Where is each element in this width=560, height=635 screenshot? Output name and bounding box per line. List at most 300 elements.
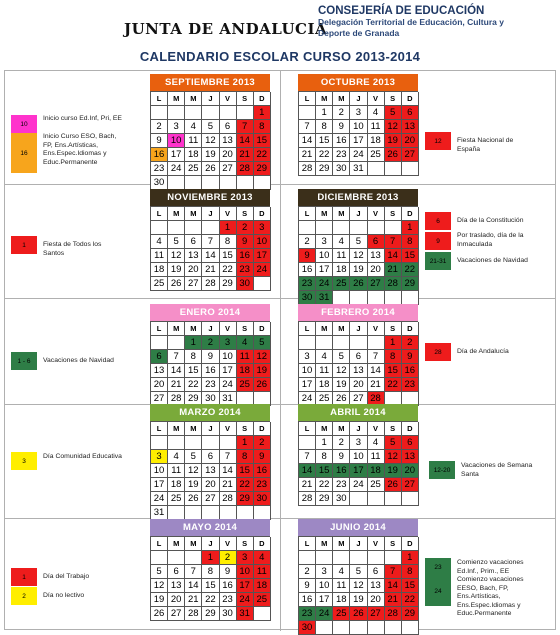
day-cell: 7 — [368, 350, 385, 364]
day-cell: 27 — [151, 392, 168, 406]
day-cell: 29 — [220, 277, 237, 291]
day-cell: 2 — [237, 221, 254, 235]
legend-text: Vacaciones de Navidad — [43, 357, 114, 364]
weekday-header: D — [402, 422, 419, 436]
day-cell: 14 — [202, 249, 219, 263]
empty-cell — [202, 106, 219, 120]
legend-text: Fiesta Nacional de España — [457, 137, 514, 153]
day-cell: 28 — [368, 392, 385, 406]
weekday-header: D — [254, 207, 271, 221]
month-june — [298, 519, 418, 635]
day-cell: 19 — [202, 148, 219, 162]
day-cell: 28 — [385, 607, 402, 621]
weekday-header: S — [237, 92, 254, 106]
day-cell: 31 — [237, 607, 254, 621]
day-cell: 13 — [368, 249, 385, 263]
day-cell: 26 — [385, 478, 402, 492]
day-cell: 20 — [350, 378, 367, 392]
day-cell: 18 — [151, 263, 168, 277]
legend-swatch: 12 — [425, 132, 451, 150]
empty-cell — [316, 336, 333, 350]
month-january — [150, 304, 270, 406]
month-november — [150, 189, 270, 291]
empty-cell — [151, 551, 168, 565]
empty-cell — [350, 221, 367, 235]
legend-text: Por traslado, día de la Inmaculada — [457, 232, 524, 248]
day-cell: 16 — [237, 249, 254, 263]
row-divider — [5, 184, 555, 185]
day-cell: 22 — [402, 593, 419, 607]
day-cell: 15 — [254, 134, 271, 148]
empty-cell — [237, 506, 254, 520]
day-cell: 3 — [237, 551, 254, 565]
day-cell: 7 — [202, 235, 219, 249]
day-cell: 14 — [385, 579, 402, 593]
day-cell: 12 — [202, 134, 219, 148]
legend-swatch: 1 — [11, 236, 37, 254]
month-grid — [298, 206, 418, 305]
legend-item — [11, 133, 123, 173]
day-cell: 13 — [185, 249, 202, 263]
day-cell: 24 — [350, 478, 367, 492]
legend-item — [11, 587, 123, 605]
legend-swatch: 12-20 — [429, 461, 455, 479]
day-cell: 11 — [316, 364, 333, 378]
empty-cell — [350, 291, 367, 305]
empty-cell — [254, 277, 271, 291]
legend-item — [425, 232, 537, 250]
row-divider — [5, 404, 555, 405]
day-cell: 21 — [385, 593, 402, 607]
day-cell: 9 — [202, 350, 219, 364]
weekday-header: J — [350, 322, 367, 336]
day-cell: 14 — [299, 134, 316, 148]
day-cell: 17 — [350, 134, 367, 148]
day-cell: 6 — [402, 436, 419, 450]
day-cell: 20 — [202, 478, 219, 492]
empty-cell — [202, 221, 219, 235]
day-cell: 21 — [385, 263, 402, 277]
day-cell: 16 — [151, 148, 168, 162]
day-cell: 1 — [316, 106, 333, 120]
empty-cell — [368, 162, 385, 176]
day-cell: 27 — [402, 148, 419, 162]
day-cell: 19 — [185, 478, 202, 492]
day-cell: 26 — [385, 148, 402, 162]
day-cell: 26 — [350, 607, 367, 621]
legend-swatch: 23 — [425, 558, 451, 576]
weekday-header: V — [368, 537, 385, 551]
day-cell: 18 — [368, 134, 385, 148]
day-cell: 3 — [254, 221, 271, 235]
day-cell: 1 — [402, 551, 419, 565]
day-cell: 6 — [202, 450, 219, 464]
empty-cell — [316, 551, 333, 565]
day-cell: 4 — [368, 106, 385, 120]
empty-cell — [151, 221, 168, 235]
weekday-header: J — [202, 422, 219, 436]
day-cell: 23 — [237, 263, 254, 277]
day-cell: 26 — [202, 162, 219, 176]
day-cell: 15 — [316, 464, 333, 478]
day-cell: 23 — [402, 378, 419, 392]
weekday-header: V — [220, 322, 237, 336]
day-cell: 22 — [316, 478, 333, 492]
day-cell: 27 — [368, 277, 385, 291]
day-cell: 5 — [151, 565, 168, 579]
day-cell: 4 — [316, 350, 333, 364]
empty-cell — [402, 492, 419, 506]
weekday-header: D — [402, 537, 419, 551]
legend-swatch: 3 — [11, 452, 37, 470]
day-cell: 25 — [151, 277, 168, 291]
day-cell: 18 — [368, 464, 385, 478]
empty-cell — [385, 551, 402, 565]
day-cell: 20 — [168, 593, 185, 607]
day-cell: 22 — [385, 378, 402, 392]
day-cell: 6 — [350, 350, 367, 364]
day-cell: 21 — [368, 378, 385, 392]
day-cell: 4 — [237, 336, 254, 350]
day-cell: 8 — [402, 565, 419, 579]
day-cell: 26 — [151, 607, 168, 621]
day-cell: 26 — [168, 277, 185, 291]
day-cell: 17 — [254, 249, 271, 263]
legend-item — [429, 461, 535, 479]
weekday-header: S — [237, 537, 254, 551]
day-cell: 4 — [151, 235, 168, 249]
weekday-header: D — [402, 322, 419, 336]
day-cell: 28 — [168, 392, 185, 406]
weekday-header: J — [202, 207, 219, 221]
legend-item — [425, 576, 537, 619]
day-cell: 26 — [185, 492, 202, 506]
consejeria-title: CONSEJERÍA DE EDUCACIÓN — [318, 5, 485, 17]
weekday-header: S — [385, 207, 402, 221]
legend-text: Día de Andalucía — [457, 348, 509, 355]
day-cell: 21 — [299, 148, 316, 162]
day-cell: 25 — [316, 392, 333, 406]
empty-cell — [185, 506, 202, 520]
day-cell: 23 — [299, 277, 316, 291]
empty-cell — [220, 436, 237, 450]
empty-cell — [168, 436, 185, 450]
day-cell: 2 — [202, 336, 219, 350]
day-cell: 29 — [202, 607, 219, 621]
day-cell: 5 — [350, 235, 367, 249]
legend-text: Día Comunidad Educativa — [43, 453, 122, 460]
day-cell: 20 — [402, 464, 419, 478]
month-october — [298, 74, 418, 176]
empty-cell — [185, 176, 202, 190]
legend-text: Día del Trabajo — [43, 573, 90, 580]
day-cell: 23 — [254, 478, 271, 492]
day-cell: 12 — [151, 579, 168, 593]
day-cell: 4 — [368, 436, 385, 450]
day-cell: 11 — [368, 450, 385, 464]
day-cell: 16 — [220, 579, 237, 593]
day-cell: 3 — [168, 120, 185, 134]
empty-cell — [350, 336, 367, 350]
day-cell: 9 — [254, 450, 271, 464]
day-cell: 5 — [202, 120, 219, 134]
day-cell: 18 — [333, 593, 350, 607]
day-cell: 29 — [254, 162, 271, 176]
empty-cell — [350, 492, 367, 506]
day-cell: 19 — [350, 263, 367, 277]
month-may — [150, 519, 270, 621]
day-cell: 7 — [385, 565, 402, 579]
empty-cell — [254, 607, 271, 621]
weekday-header: L — [299, 207, 316, 221]
day-cell: 13 — [151, 364, 168, 378]
day-cell: 7 — [299, 450, 316, 464]
day-cell: 30 — [299, 621, 316, 635]
empty-cell — [333, 291, 350, 305]
day-cell: 22 — [202, 593, 219, 607]
weekday-header: S — [237, 207, 254, 221]
weekday-header: S — [385, 422, 402, 436]
day-cell: 29 — [316, 492, 333, 506]
month-title: NOVIEMBRE 2013 — [150, 189, 270, 206]
legend-item — [425, 558, 537, 576]
month-title: ENERO 2014 — [150, 304, 270, 321]
day-cell: 26 — [350, 277, 367, 291]
day-cell: 10 — [254, 235, 271, 249]
month-december — [298, 189, 418, 305]
day-cell: 13 — [368, 579, 385, 593]
day-cell: 10 — [168, 134, 185, 148]
day-cell: 18 — [333, 263, 350, 277]
weekday-header: V — [220, 92, 237, 106]
day-cell: 23 — [333, 148, 350, 162]
day-cell: 6 — [168, 565, 185, 579]
day-cell: 30 — [333, 162, 350, 176]
day-cell: 23 — [202, 378, 219, 392]
empty-cell — [402, 162, 419, 176]
month-title: ABRIL 2014 — [298, 404, 418, 421]
day-cell: 12 — [185, 464, 202, 478]
day-cell: 21 — [299, 478, 316, 492]
day-cell: 27 — [350, 392, 367, 406]
empty-cell — [385, 162, 402, 176]
weekday-header: L — [151, 207, 168, 221]
day-cell: 12 — [350, 249, 367, 263]
day-cell: 31 — [220, 392, 237, 406]
day-cell: 17 — [316, 593, 333, 607]
day-cell: 6 — [402, 106, 419, 120]
day-cell: 19 — [151, 593, 168, 607]
day-cell: 13 — [402, 120, 419, 134]
empty-cell — [299, 221, 316, 235]
weekday-header: V — [220, 207, 237, 221]
day-cell: 19 — [333, 378, 350, 392]
day-cell: 8 — [254, 120, 271, 134]
day-cell: 25 — [368, 478, 385, 492]
day-cell: 13 — [202, 464, 219, 478]
day-cell: 22 — [220, 263, 237, 277]
month-april — [298, 404, 418, 506]
day-cell: 29 — [316, 162, 333, 176]
junta-logo-text: JUNTA DE ANDALUCIA — [124, 20, 328, 38]
empty-cell — [299, 336, 316, 350]
day-cell: 20 — [151, 378, 168, 392]
day-cell: 3 — [220, 336, 237, 350]
day-cell: 24 — [299, 392, 316, 406]
day-cell: 21 — [185, 593, 202, 607]
empty-cell — [185, 221, 202, 235]
day-cell: 5 — [254, 336, 271, 350]
empty-cell — [237, 176, 254, 190]
day-cell: 11 — [185, 134, 202, 148]
day-cell: 18 — [254, 579, 271, 593]
day-cell: 10 — [237, 565, 254, 579]
day-cell: 30 — [299, 291, 316, 305]
day-cell: 5 — [185, 450, 202, 464]
day-cell: 5 — [385, 106, 402, 120]
day-cell: 9 — [237, 235, 254, 249]
day-cell: 20 — [368, 263, 385, 277]
day-cell: 11 — [254, 565, 271, 579]
day-cell: 15 — [220, 249, 237, 263]
day-cell: 18 — [316, 378, 333, 392]
empty-cell — [333, 221, 350, 235]
day-cell: 21 — [237, 148, 254, 162]
empty-cell — [368, 551, 385, 565]
empty-cell — [151, 106, 168, 120]
day-cell: 21 — [220, 478, 237, 492]
day-cell: 17 — [237, 579, 254, 593]
day-cell: 20 — [220, 148, 237, 162]
weekday-header: L — [299, 92, 316, 106]
empty-cell — [333, 621, 350, 635]
weekday-header: L — [151, 92, 168, 106]
empty-cell — [151, 336, 168, 350]
day-cell: 28 — [202, 277, 219, 291]
weekday-header: M — [185, 207, 202, 221]
day-cell: 24 — [254, 263, 271, 277]
empty-cell — [385, 221, 402, 235]
day-cell: 4 — [185, 120, 202, 134]
day-cell: 17 — [220, 364, 237, 378]
day-cell: 27 — [368, 607, 385, 621]
legend-item — [11, 452, 123, 470]
legend-item — [425, 343, 537, 361]
day-cell: 31 — [350, 162, 367, 176]
day-cell: 6 — [185, 235, 202, 249]
day-cell: 6 — [151, 350, 168, 364]
weekday-header: J — [202, 92, 219, 106]
day-cell: 12 — [385, 120, 402, 134]
day-cell: 3 — [316, 235, 333, 249]
day-cell: 5 — [350, 565, 367, 579]
day-cell: 2 — [299, 565, 316, 579]
empty-cell — [385, 291, 402, 305]
weekday-header: M — [185, 92, 202, 106]
month-title: DICIEMBRE 2013 — [298, 189, 418, 206]
month-title: OCTUBRE 2013 — [298, 74, 418, 91]
day-cell: 10 — [350, 120, 367, 134]
weekday-header: V — [368, 422, 385, 436]
day-cell: 10 — [316, 249, 333, 263]
day-cell: 13 — [402, 450, 419, 464]
day-cell: 19 — [254, 364, 271, 378]
day-cell: 5 — [168, 235, 185, 249]
day-cell: 30 — [220, 607, 237, 621]
day-cell: 19 — [168, 263, 185, 277]
day-cell: 12 — [385, 450, 402, 464]
empty-cell — [350, 621, 367, 635]
legend-text: Comienzo vacaciones EESO, Bach, FP, Ens.Artísticas, Ens.Espec.Idiomas y Educ.Permanente — [457, 576, 524, 617]
day-cell: 27 — [168, 607, 185, 621]
weekday-header: V — [368, 92, 385, 106]
day-cell: 23 — [220, 593, 237, 607]
weekday-header: V — [368, 322, 385, 336]
empty-cell — [168, 221, 185, 235]
day-cell: 23 — [151, 162, 168, 176]
day-cell: 28 — [185, 607, 202, 621]
weekday-header: M — [333, 537, 350, 551]
day-cell: 3 — [316, 565, 333, 579]
consejeria-header — [318, 5, 523, 39]
empty-cell — [368, 492, 385, 506]
empty-cell — [202, 506, 219, 520]
day-cell: 28 — [385, 277, 402, 291]
empty-cell — [333, 336, 350, 350]
day-cell: 22 — [402, 263, 419, 277]
legend-text: Día de la Constitución — [457, 217, 524, 224]
day-cell: 4 — [254, 551, 271, 565]
day-cell: 9 — [151, 134, 168, 148]
month-grid — [150, 421, 270, 520]
legend-swatch: 28 — [425, 343, 451, 361]
empty-cell — [402, 621, 419, 635]
day-cell: 9 — [220, 565, 237, 579]
day-cell: 15 — [385, 364, 402, 378]
day-cell: 9 — [299, 579, 316, 593]
legend-swatch: 9 — [425, 232, 451, 250]
day-cell: 29 — [185, 392, 202, 406]
weekday-header: L — [299, 422, 316, 436]
day-cell: 5 — [333, 350, 350, 364]
weekday-header: M — [333, 322, 350, 336]
day-cell: 2 — [299, 235, 316, 249]
weekday-header: M — [316, 322, 333, 336]
weekday-header: L — [299, 322, 316, 336]
day-cell: 16 — [254, 464, 271, 478]
day-cell: 15 — [185, 364, 202, 378]
weekday-header: S — [237, 422, 254, 436]
empty-cell — [299, 551, 316, 565]
day-cell: 29 — [402, 277, 419, 291]
day-cell: 19 — [350, 593, 367, 607]
legend-item — [11, 352, 123, 370]
day-cell: 13 — [168, 579, 185, 593]
legend-item — [11, 236, 123, 258]
day-cell: 6 — [368, 565, 385, 579]
weekday-header: M — [333, 207, 350, 221]
weekday-header: L — [299, 537, 316, 551]
weekday-header: D — [402, 207, 419, 221]
weekday-header: D — [254, 322, 271, 336]
empty-cell — [299, 436, 316, 450]
day-cell: 8 — [316, 120, 333, 134]
day-cell: 31 — [151, 506, 168, 520]
day-cell: 21 — [168, 378, 185, 392]
day-cell: 11 — [333, 579, 350, 593]
month-grid — [298, 91, 418, 176]
weekday-header: V — [220, 422, 237, 436]
